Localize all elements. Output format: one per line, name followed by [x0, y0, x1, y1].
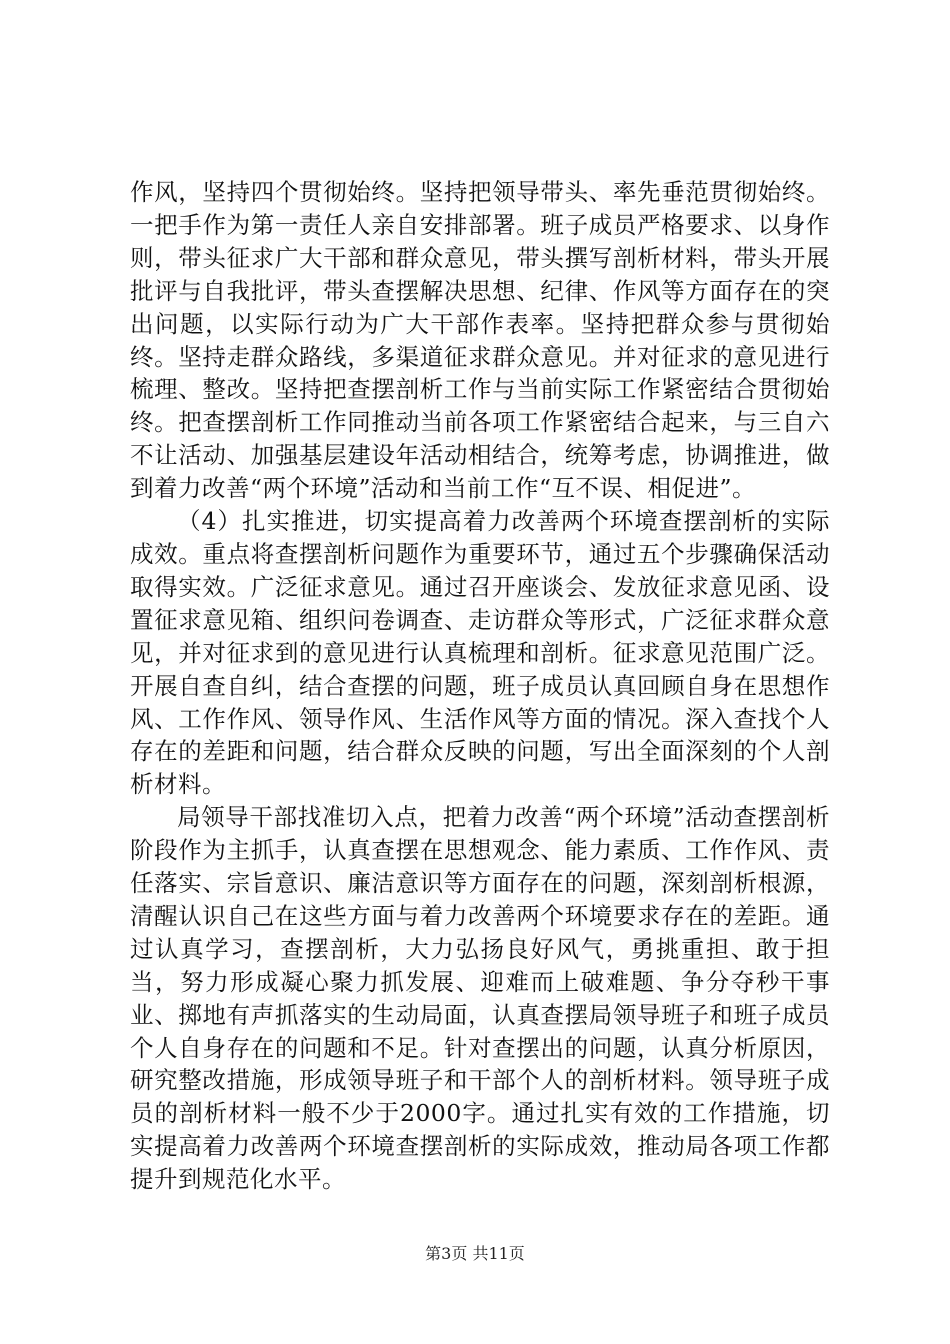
paragraph-2: （4）扎实推进，切实提高着力改善两个环境查摆剖析的实际成效。重点将查摆剖析问题作为重要环节，通过五个步骤确保活动取得实效。广泛征求意见。通过召开座谈会、发放征求意见函、设置征求意见箱、组织问卷调查、走访群众等形式，广泛征求群众意见，并对征求到的意见进行认真梳理和剖析。征求意见范围广泛。开展自查自纠，结合查摆的问题，班子成员认真回顾自身在思想作风、工作作风、领导作风、生活作风等方面的情况。深入查找个人存在的差距和问题，结合群众反映的问题，写出全面深刻的个人剖析材料。	[130, 507, 830, 799]
paragraph-1: 作风，坚持四个贯彻始终。坚持把领导带头、率先垂范贯彻始终。一把手作为第一责任人亲自安排部署。班子成员严格要求、以身作则，带头征求广大干部和群众意见，带头撰写剖析材料，带头开展批评与自我批评，带头查摆解决思想、纪律、作风等方面存在的突出问题，以实际行动为广大干部作表率。坚持把群众参与贯彻始终。坚持走群众路线，多渠道征求群众意见。并对征求的意见进行梳理、整改。坚持把查摆剖析工作与当前实际工作紧密结合贯彻始终。把查摆剖析工作同推动当前各项工作紧密结合起来，与三自六不让活动、加强基层建设年活动相结合，统筹考虑，协调推进，做到着力改善“两个环境”活动和当前工作“互不误、相促进”。	[130, 178, 830, 503]
page-number: 第3页 共11页	[425, 1244, 525, 1263]
paragraph-3: 局领导干部找准切入点，把着力改善“两个环境”活动查摆剖析阶段作为主抓手，认真查摆在思想观念、能力素质、工作作风、责任落实、宗旨意识、廉洁意识等方面存在的问题，深刻剖析根源，清醒认识自己在这些方面与着力改善两个环境要求存在的差距。通过认真学习，查摆剖析，大力弘扬良好风气，勇挑重担、敢于担当，努力形成凝心聚力抓发展、迎难而上破难题、争分夺秒干事业、掷地有声抓落实的生动局面，认真查摆局领导班子和班子成员个人自身存在的问题和不足。针对查摆出的问题，认真分析原因，研究整改措施，形成领导班子和干部个人的剖析材料。领导班子成员的剖析材料一般不少于2000字。通过扎实有效的工作措施，切实提高着力改善两个环境查摆剖析的实际成效，推动局各项工作都提升到规范化水平。	[130, 803, 830, 1194]
document-body	[130, 176, 830, 1196]
